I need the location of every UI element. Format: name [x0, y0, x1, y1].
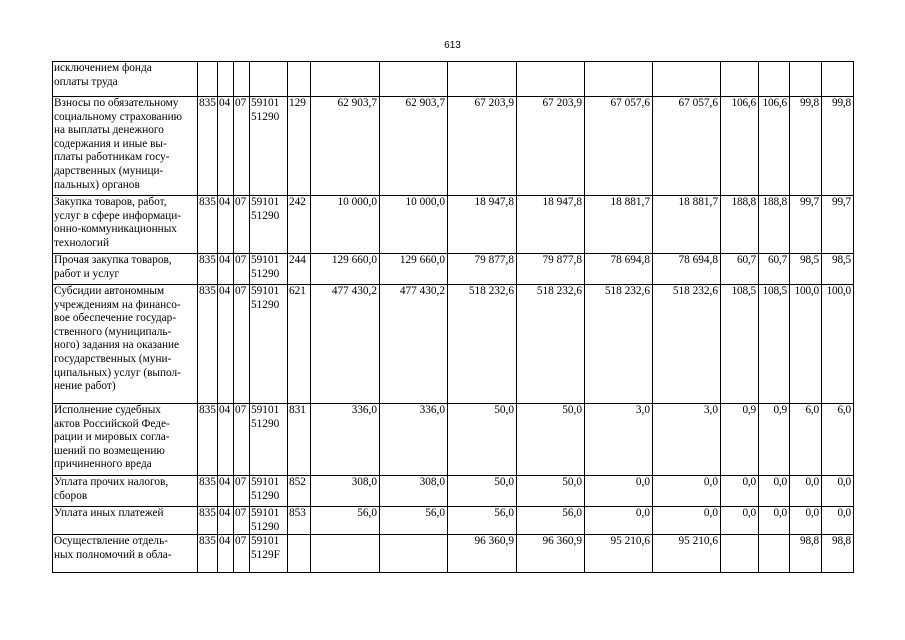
row-name-line: содержания и иные вы-: [54, 137, 167, 150]
target-article-line: 51290: [251, 417, 280, 430]
row-name-line: государственных (муни-: [54, 352, 172, 365]
amount-cell: 67 057,6: [585, 97, 653, 196]
row-name-line: Взносы по обязательному: [54, 97, 179, 109]
row-name-line: дарственных (муници-: [54, 164, 164, 177]
row-name-line: исключением фонда: [54, 62, 152, 74]
percent-cell: 0,0: [790, 507, 822, 535]
percent-cell: 0,9: [721, 404, 759, 476]
budget-table-body: [53, 62, 854, 573]
row-name-line: работ и услуг: [54, 267, 120, 280]
expense-type-cell: [288, 62, 311, 97]
amount-cell: 518 232,6: [585, 285, 653, 404]
percent-cell: 100,0: [822, 285, 854, 404]
target-article-line: 59101: [251, 404, 280, 416]
percent-cell: 98,8: [822, 535, 854, 573]
target-article-line: 59101: [251, 196, 280, 208]
amount-cell: [311, 535, 380, 573]
row-name-line: Осуществление отдель-: [54, 535, 168, 548]
percent-cell: 99,8: [822, 97, 854, 196]
table-row: [53, 285, 854, 404]
table-row: [53, 535, 854, 573]
percent-cell: [790, 62, 822, 97]
subsection-code-cell: 07: [234, 196, 250, 254]
amount-cell: 3,0: [585, 404, 653, 476]
target-article-line: 51290: [251, 489, 280, 502]
amount-cell: 336,0: [311, 404, 380, 476]
percent-cell: 0,0: [721, 507, 759, 535]
amount-cell: 62 903,7: [311, 97, 380, 196]
target-article-cell: [250, 404, 288, 476]
expense-type-cell: 621: [288, 285, 311, 404]
amount-cell: 95 210,6: [585, 535, 653, 573]
target-article-line: 59101: [251, 535, 280, 548]
table-row: [53, 196, 854, 254]
amount-cell: 518 232,6: [448, 285, 517, 404]
percent-cell: [822, 62, 854, 97]
amount-cell: [380, 62, 448, 97]
percent-cell: [721, 62, 759, 97]
row-name-line: социальному страхованию: [54, 110, 183, 123]
amount-cell: [448, 62, 517, 97]
grbs-code-cell: 835: [198, 97, 218, 196]
percent-cell: 188,8: [721, 196, 759, 254]
amount-cell: 78 694,8: [585, 254, 653, 285]
amount-cell: 0,0: [585, 507, 653, 535]
target-article-line: 59101: [251, 507, 280, 519]
amount-cell: 518 232,6: [517, 285, 585, 404]
amount-cell: [380, 535, 448, 573]
amount-cell: 50,0: [448, 476, 517, 507]
row-name-line: ных полномочий в обла-: [54, 548, 172, 561]
row-name-line: ципальных) услуг (выпол-: [54, 366, 181, 379]
row-name-line: Уплата иных платежей: [54, 507, 164, 519]
row-name-line: учреждениям на финансо-: [54, 298, 181, 311]
row-name-cell: [53, 97, 198, 196]
row-name-line: ственного (муниципаль-: [54, 325, 172, 338]
percent-cell: 6,0: [822, 404, 854, 476]
percent-cell: 60,7: [759, 254, 790, 285]
row-name-line: технологий: [54, 236, 110, 249]
row-name-line: Субсидии автономным: [54, 285, 165, 297]
grbs-code-cell: 835: [198, 476, 218, 507]
target-article-line: 51290: [251, 520, 280, 533]
target-article-line: 51290: [251, 298, 280, 311]
percent-cell: 98,5: [822, 254, 854, 285]
amount-cell: 56,0: [448, 507, 517, 535]
percent-cell: 188,8: [759, 196, 790, 254]
expense-type-cell: 852: [288, 476, 311, 507]
expense-type-cell: 831: [288, 404, 311, 476]
amount-cell: 308,0: [380, 476, 448, 507]
grbs-code-cell: 835: [198, 507, 218, 535]
percent-cell: 99,8: [790, 97, 822, 196]
amount-cell: [653, 62, 721, 97]
table-row: [53, 507, 854, 535]
grbs-code-cell: [198, 62, 218, 97]
amount-cell: 518 232,6: [653, 285, 721, 404]
amount-cell: 50,0: [517, 476, 585, 507]
amount-cell: 96 360,9: [517, 535, 585, 573]
row-name-line: актов Российской Феде-: [54, 417, 170, 430]
table-row: [53, 254, 854, 285]
amount-cell: 95 210,6: [653, 535, 721, 573]
percent-cell: 0,0: [759, 507, 790, 535]
amount-cell: 96 360,9: [448, 535, 517, 573]
amount-cell: 477 430,2: [380, 285, 448, 404]
percent-cell: 100,0: [790, 285, 822, 404]
percent-cell: 60,7: [721, 254, 759, 285]
table-row: [53, 404, 854, 476]
target-article-line: 59101: [251, 476, 280, 488]
grbs-code-cell: 835: [198, 254, 218, 285]
percent-cell: 99,7: [822, 196, 854, 254]
section-code-cell: 04: [218, 196, 234, 254]
row-name-line: платы работникам госу-: [54, 151, 170, 164]
expense-type-cell: 853: [288, 507, 311, 535]
amount-cell: 0,0: [585, 476, 653, 507]
section-code-cell: 04: [218, 97, 234, 196]
table-row: [53, 476, 854, 507]
percent-cell: 0,9: [759, 404, 790, 476]
amount-cell: 67 203,9: [448, 97, 517, 196]
target-article-line: 51290: [251, 110, 280, 123]
amount-cell: [517, 62, 585, 97]
amount-cell: 477 430,2: [311, 285, 380, 404]
amount-cell: 56,0: [380, 507, 448, 535]
subsection-code-cell: 07: [234, 285, 250, 404]
subsection-code-cell: 07: [234, 404, 250, 476]
percent-cell: 106,6: [759, 97, 790, 196]
amount-cell: 10 000,0: [380, 196, 448, 254]
subsection-code-cell: 07: [234, 97, 250, 196]
section-code-cell: 04: [218, 404, 234, 476]
row-name-line: нение работ): [54, 380, 116, 393]
amount-cell: 0,0: [653, 476, 721, 507]
target-article-line: 59101: [251, 285, 280, 297]
page-number: 613: [444, 40, 461, 51]
amount-cell: 50,0: [448, 404, 517, 476]
amount-cell: 336,0: [380, 404, 448, 476]
percent-cell: 0,0: [822, 476, 854, 507]
row-name-line: Закупка товаров, работ,: [54, 196, 167, 208]
amount-cell: 79 877,8: [448, 254, 517, 285]
amount-cell: 62 903,7: [380, 97, 448, 196]
row-name-line: вое обеспечение государ-: [54, 312, 177, 325]
row-name-line: онно-коммуникационных: [54, 223, 177, 236]
row-name-cell: [53, 62, 198, 97]
target-article-cell: [250, 62, 288, 97]
target-article-line: 59101: [251, 254, 280, 266]
percent-cell: 99,7: [790, 196, 822, 254]
target-article-line: 51290: [251, 267, 280, 280]
target-article-cell: [250, 97, 288, 196]
amount-cell: 67 057,6: [653, 97, 721, 196]
amount-cell: 78 694,8: [653, 254, 721, 285]
grbs-code-cell: 835: [198, 404, 218, 476]
row-name-line: Прочая закупка товаров,: [54, 254, 172, 266]
budget-table: [52, 61, 854, 573]
row-name-cell: [53, 476, 198, 507]
target-article-cell: [250, 254, 288, 285]
row-name-line: оплаты труда: [54, 75, 118, 88]
amount-cell: 67 203,9: [517, 97, 585, 196]
row-name-line: пальных) органов: [54, 178, 140, 191]
row-name-line: сборов: [54, 489, 88, 502]
target-article-cell: [250, 507, 288, 535]
percent-cell: 108,5: [721, 285, 759, 404]
percent-cell: 0,0: [759, 476, 790, 507]
row-name-line: рации и мировых согла-: [54, 431, 170, 444]
row-name-line: ного) задания на оказание: [54, 339, 180, 352]
section-code-cell: 04: [218, 476, 234, 507]
percent-cell: [759, 535, 790, 573]
subsection-code-cell: [234, 62, 250, 97]
amount-cell: 18 881,7: [585, 196, 653, 254]
row-name-line: причиненного вреда: [54, 458, 152, 471]
row-name-cell: [53, 285, 198, 404]
percent-cell: 106,6: [721, 97, 759, 196]
amount-cell: 129 660,0: [311, 254, 380, 285]
target-article-cell: [250, 285, 288, 404]
expense-type-cell: 244: [288, 254, 311, 285]
amount-cell: 56,0: [311, 507, 380, 535]
row-name-cell: [53, 535, 198, 573]
row-name-line: на выплаты денежного: [54, 124, 164, 137]
subsection-code-cell: 07: [234, 507, 250, 535]
section-code-cell: [218, 62, 234, 97]
row-name-cell: [53, 196, 198, 254]
percent-cell: 108,5: [759, 285, 790, 404]
amount-cell: [311, 62, 380, 97]
row-name-cell: [53, 404, 198, 476]
amount-cell: 0,0: [653, 507, 721, 535]
target-article-line: 51290: [251, 209, 280, 222]
target-article-cell: [250, 535, 288, 573]
target-article-line: 59101: [251, 97, 280, 109]
amount-cell: 18 947,8: [448, 196, 517, 254]
amount-cell: 308,0: [311, 476, 380, 507]
amount-cell: 56,0: [517, 507, 585, 535]
percent-cell: 0,0: [790, 476, 822, 507]
expense-type-cell: 129: [288, 97, 311, 196]
row-name-line: шений по возмещению: [54, 444, 165, 457]
amount-cell: 3,0: [653, 404, 721, 476]
percent-cell: 98,8: [790, 535, 822, 573]
percent-cell: 6,0: [790, 404, 822, 476]
expense-type-cell: 242: [288, 196, 311, 254]
amount-cell: 79 877,8: [517, 254, 585, 285]
section-code-cell: 04: [218, 507, 234, 535]
grbs-code-cell: 835: [198, 196, 218, 254]
section-code-cell: 04: [218, 254, 234, 285]
subsection-code-cell: 07: [234, 535, 250, 573]
amount-cell: 129 660,0: [380, 254, 448, 285]
amount-cell: 18 881,7: [653, 196, 721, 254]
percent-cell: 0,0: [822, 507, 854, 535]
row-name-cell: [53, 507, 198, 535]
row-name-line: Исполнение судебных: [54, 404, 161, 416]
section-code-cell: 04: [218, 285, 234, 404]
subsection-code-cell: 07: [234, 254, 250, 285]
target-article-cell: [250, 196, 288, 254]
table-row: [53, 97, 854, 196]
row-name-line: Уплата прочих налогов,: [54, 476, 169, 488]
amount-cell: [585, 62, 653, 97]
grbs-code-cell: 835: [198, 535, 218, 573]
table-row: [53, 62, 854, 97]
amount-cell: 18 947,8: [517, 196, 585, 254]
percent-cell: [721, 535, 759, 573]
percent-cell: [759, 62, 790, 97]
amount-cell: 50,0: [517, 404, 585, 476]
target-article-cell: [250, 476, 288, 507]
percent-cell: 0,0: [721, 476, 759, 507]
expense-type-cell: [288, 535, 311, 573]
percent-cell: 98,5: [790, 254, 822, 285]
row-name-line: услуг в сфере информаци-: [54, 209, 182, 222]
section-code-cell: 04: [218, 535, 234, 573]
row-name-cell: [53, 254, 198, 285]
grbs-code-cell: 835: [198, 285, 218, 404]
target-article-line: 5129F: [251, 548, 280, 561]
amount-cell: 10 000,0: [311, 196, 380, 254]
subsection-code-cell: 07: [234, 476, 250, 507]
